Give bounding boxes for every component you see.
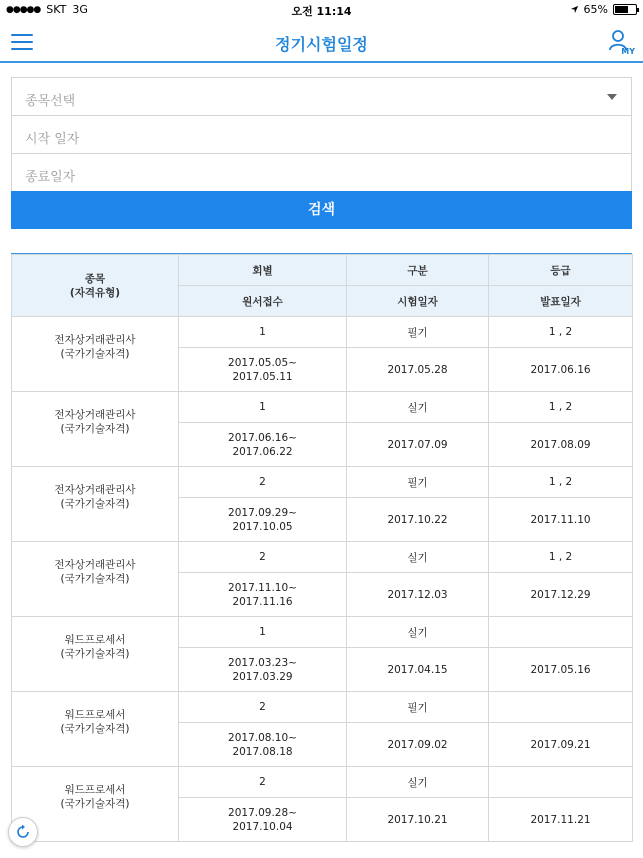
cell-announce-date: 2017.11.10 [489,498,633,542]
cell-exam-date: 2017.05.28 [347,348,489,392]
exam-schedule-table [11,254,633,842]
cell-grade [489,767,633,798]
battery-icon [613,4,637,15]
category-select-placeholder: 종목선택 [25,94,76,109]
exam-name: 워드프로세서 [64,784,126,796]
cell-exam-date: 2017.04.15 [347,648,489,692]
exam-type: (국가기술자격) [60,348,130,360]
my-page-button[interactable] [609,30,633,56]
cell-announce-date: 2017.09.21 [489,723,633,767]
cell-exam-date: 2017.12.03 [347,573,489,617]
cell-application [179,498,347,542]
end-date-input[interactable] [11,153,632,191]
exam-name: 워드프로세서 [64,634,126,646]
exam-name: 전자상거래관리사 [54,484,136,496]
cell-application [179,423,347,467]
header-category [12,255,179,317]
application-start: 2017.09.28~ [228,806,297,819]
table-row[interactable] [12,767,633,798]
battery-level [615,6,628,13]
signal-strength-icon: ●●●●● [6,4,41,15]
cell-division: 필기 [347,467,489,498]
search-button[interactable]: 검색 [11,191,632,229]
category-select[interactable] [11,77,632,115]
cell-round: 1 [179,392,347,423]
cell-application [179,648,347,692]
exam-name: 전자상거래관리사 [54,409,136,421]
cell-grade: 1 , 2 [489,542,633,573]
exam-name: 전자상거래관리사 [54,334,136,346]
status-bar [0,0,643,20]
start-date-placeholder: 시작 일자 [25,132,80,147]
application-start: 2017.03.23~ [228,656,297,669]
start-date-input[interactable] [11,115,632,153]
application-start: 2017.09.29~ [228,506,297,519]
cell-application [179,723,347,767]
cell-announce-date: 2017.08.09 [489,423,633,467]
application-end: 2017.05.11 [232,370,293,383]
application-end: 2017.11.16 [232,595,293,608]
application-start: 2017.08.10~ [228,731,297,744]
cell-exam-name [12,467,179,542]
cell-exam-date: 2017.10.21 [347,798,489,842]
application-start: 2017.06.16~ [228,431,297,444]
header-round: 회별 [179,255,347,286]
cell-grade: 1 , 2 [489,317,633,348]
exam-type: (국가기술자격) [60,798,130,810]
network-label: 3G [72,3,88,16]
cell-division: 실기 [347,392,489,423]
my-label: MY [621,47,635,56]
cell-application [179,573,347,617]
cell-exam-name [12,317,179,392]
cell-exam-date: 2017.10.22 [347,498,489,542]
hamburger-menu-icon[interactable] [11,34,33,50]
battery-percent: 65% [583,3,608,16]
header-division: 구분 [347,255,489,286]
cell-round: 2 [179,542,347,573]
header-application: 원서접수 [179,286,347,317]
cell-division: 실기 [347,542,489,573]
end-date-placeholder: 종료일자 [25,170,76,185]
cell-division: 필기 [347,317,489,348]
cell-grade [489,617,633,648]
cell-round: 2 [179,767,347,798]
status-right [570,3,637,16]
header-announce-date: 발표일자 [489,286,633,317]
application-end: 2017.10.04 [232,820,293,833]
header-category-sub: (자격유형) [69,286,121,299]
refresh-button[interactable] [8,817,38,847]
cell-grade [489,692,633,723]
application-end: 2017.03.29 [232,670,293,683]
cell-division: 실기 [347,617,489,648]
cell-exam-name [12,542,179,617]
table-row[interactable] [12,617,633,648]
cell-announce-date: 2017.12.29 [489,573,633,617]
app-header [0,20,643,63]
status-time: 오전 11:14 [291,5,352,18]
refresh-icon [15,824,31,840]
exam-name: 워드프로세서 [64,709,126,721]
cell-application [179,348,347,392]
header-exam-date: 시험일자 [347,286,489,317]
table-body [12,317,633,842]
cell-division: 실기 [347,767,489,798]
search-form [11,77,632,229]
table-row[interactable] [12,542,633,573]
cell-exam-date: 2017.07.09 [347,423,489,467]
application-start: 2017.05.05~ [228,356,297,369]
cell-round: 2 [179,692,347,723]
cell-round: 2 [179,467,347,498]
chevron-down-icon [607,94,617,100]
cell-exam-name [12,617,179,692]
header-category-label: 종목 [84,272,106,285]
application-end: 2017.06.22 [232,445,293,458]
cell-exam-date: 2017.09.02 [347,723,489,767]
carrier-label: SKT [46,3,67,16]
cell-round: 1 [179,317,347,348]
exam-type: (국가기술자격) [60,648,130,660]
cell-announce-date: 2017.05.16 [489,648,633,692]
cell-grade: 1 , 2 [489,467,633,498]
cell-exam-name [12,692,179,767]
cell-exam-name [12,392,179,467]
cell-application [179,798,347,842]
application-end: 2017.10.05 [232,520,293,533]
application-end: 2017.08.18 [232,745,293,758]
table-row[interactable] [12,317,633,348]
cell-grade: 1 , 2 [489,392,633,423]
cell-round: 1 [179,617,347,648]
application-start: 2017.11.10~ [228,581,297,594]
exam-type: (국가기술자격) [60,573,130,585]
page-title: 정기시험일정 [275,35,368,54]
table-row[interactable] [12,467,633,498]
table-row[interactable] [12,392,633,423]
cell-division: 필기 [347,692,489,723]
exam-type: (국가기술자격) [60,498,130,510]
table-row[interactable] [12,692,633,723]
cell-announce-date: 2017.06.16 [489,348,633,392]
exam-name: 전자상거래관리사 [54,559,136,571]
header-grade: 등급 [489,255,633,286]
exam-type: (국가기술자격) [60,723,130,735]
cell-announce-date: 2017.11.21 [489,798,633,842]
location-arrow-icon [570,5,579,14]
exam-type: (국가기술자격) [60,423,130,435]
